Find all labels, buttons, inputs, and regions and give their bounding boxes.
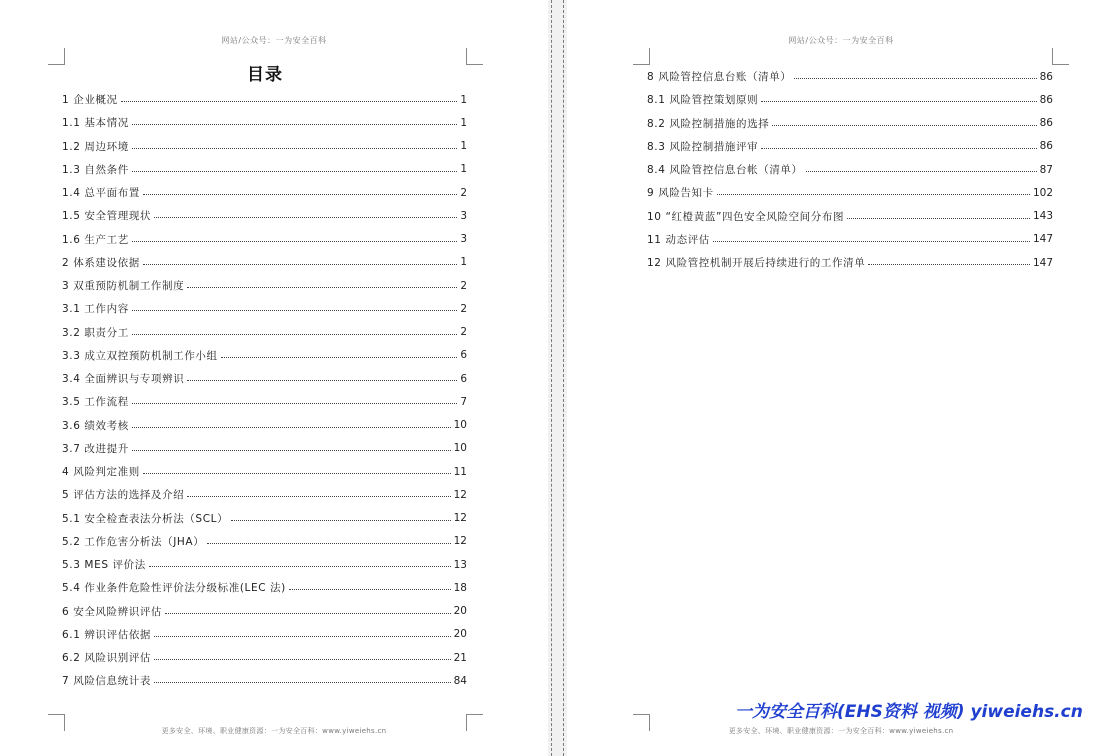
dot-leader [132, 324, 457, 335]
dot-leader [713, 231, 1030, 242]
toc-entry-page: 12 [453, 512, 467, 525]
toc-entry[interactable] [62, 530, 467, 553]
dot-leader [868, 254, 1030, 265]
toc-entry[interactable] [62, 669, 467, 692]
dot-leader [231, 510, 450, 521]
toc-entry-page: 21 [453, 651, 467, 664]
page-footer: 更多安全、环境、职业健康资源：一为安全百科：www.yiweiehs.cn [728, 727, 954, 735]
toc-entry-label: 5.1 安全检查表法分析法（SCL） [62, 512, 229, 525]
dot-leader [132, 161, 457, 172]
toc-entry-label: 3.3 成立双控预防机制工作小组 [62, 349, 218, 362]
toc-entry-page: 1 [460, 93, 467, 106]
toc-entry[interactable] [62, 344, 467, 367]
crop-mark-top-left [633, 48, 650, 65]
toc-entry-label: 1.1 基本情况 [62, 117, 129, 130]
toc-entry[interactable] [62, 460, 467, 483]
toc-entry-label: 2 体系建设依据 [62, 256, 140, 269]
toc-entry[interactable] [62, 414, 467, 437]
toc-entry[interactable] [62, 600, 467, 623]
toc-entry-page: 147 [1032, 256, 1053, 269]
toc-entry-page: 3 [460, 209, 467, 222]
dot-leader [132, 417, 451, 428]
dot-leader [847, 208, 1030, 219]
dot-leader [143, 254, 457, 265]
toc-entry-label: 7 风险信息统计表 [62, 675, 151, 688]
toc-entry-label: 8.4 风险管控信息台帐（清单） [647, 164, 803, 177]
toc-entry[interactable] [62, 437, 467, 460]
toc-entry-label: 10 “红橙黄蓝”四色安全风险空间分布图 [647, 210, 845, 223]
dot-leader [132, 300, 457, 311]
toc-entry-page: 1 [460, 256, 467, 269]
dot-leader [289, 579, 451, 590]
toc-entry-label: 5 评估方法的选择及介绍 [62, 489, 185, 502]
toc-entry-label: 5.3 MES 评价法 [62, 559, 146, 572]
dot-leader [149, 556, 451, 567]
toc-entry-label: 8.3 风险控制措施评审 [647, 140, 759, 153]
toc-entry[interactable] [62, 390, 467, 413]
dot-leader [772, 115, 1036, 126]
dot-leader [143, 184, 457, 195]
toc-entry[interactable] [62, 204, 467, 227]
toc-entry[interactable] [62, 321, 467, 344]
toc-entry-page: 2 [460, 302, 467, 315]
toc-entry-page: 147 [1032, 233, 1053, 246]
dot-leader [794, 68, 1036, 79]
dot-leader [143, 463, 451, 474]
dot-leader [154, 649, 451, 660]
toc-entry[interactable] [62, 88, 467, 111]
toc-entry-label: 1.4 总平面布置 [62, 187, 140, 200]
dot-leader [221, 347, 458, 358]
page-gutter [548, 0, 567, 756]
toc-entry-label: 6.2 风险识别评估 [62, 652, 152, 665]
dot-leader [187, 486, 450, 497]
toc-entry[interactable] [647, 158, 1053, 181]
toc-entry[interactable] [647, 251, 1053, 274]
toc-entry-page: 13 [453, 558, 467, 571]
toc-entry[interactable] [647, 181, 1053, 204]
toc-entry[interactable] [62, 483, 467, 506]
dot-leader [207, 533, 450, 544]
toc-entry-page: 6 [460, 372, 467, 385]
toc-entry-label: 8.2 风险控制措施的选择 [647, 117, 770, 130]
toc-entry[interactable] [647, 228, 1053, 251]
toc-entry-label: 5.4 作业条件危险性评价法分级标准(LEC 法) [62, 582, 286, 595]
toc-entry-label: 8.1 风险管控策划原则 [647, 94, 759, 107]
toc-entry-page: 7 [460, 395, 467, 408]
toc-entry-label: 1.6 生产工艺 [62, 233, 129, 246]
toc-entry-label: 3.2 职责分工 [62, 326, 129, 339]
toc-entry-page: 12 [453, 535, 467, 548]
dot-leader [154, 626, 451, 637]
toc-entry-page: 10 [453, 442, 467, 455]
crop-mark-top-right [1052, 48, 1069, 65]
toc-entry-page: 102 [1032, 186, 1053, 199]
toc-entry-page: 1 [460, 163, 467, 176]
toc-entry[interactable] [647, 65, 1053, 88]
page-break-line [551, 0, 552, 756]
toc-entry[interactable] [647, 205, 1053, 228]
toc-entry-label: 4 风险判定准则 [62, 466, 140, 479]
toc-entry-page: 2 [460, 279, 467, 292]
toc-entry-label: 6.1 辨识评估依据 [62, 628, 152, 641]
watermark-text: 一为安全百科(EHS资料 视频) yiweiehs.cn [735, 702, 1083, 722]
toc-entry[interactable] [62, 297, 467, 320]
toc-title: 目录 [247, 65, 283, 85]
toc-entry-label: 3 双重预防机制工作制度 [62, 280, 185, 293]
toc-entry-page: 11 [453, 465, 467, 478]
toc-entry-label: 5.2 工作危害分析法（JHA） [62, 535, 205, 548]
toc-entry-page: 6 [460, 349, 467, 362]
toc-entry-label: 11 动态评估 [647, 233, 710, 246]
toc-entry-page: 86 [1039, 140, 1053, 153]
toc-entry-label: 3.5 工作流程 [62, 396, 129, 409]
dot-leader [132, 138, 457, 149]
toc-entry-label: 1.5 安全管理现状 [62, 210, 152, 223]
toc-entry[interactable] [62, 553, 467, 576]
toc-entry-label: 3.7 改进提升 [62, 442, 129, 455]
toc-entry[interactable] [62, 274, 467, 297]
toc-entry-label: 1.2 周边环境 [62, 140, 129, 153]
dot-leader [806, 161, 1037, 172]
toc-entry[interactable] [62, 135, 467, 158]
page-header: 网站/公众号：一为安全百科 [221, 36, 327, 45]
dot-leader [154, 207, 457, 218]
toc-entry-label: 6 安全风险辨识评估 [62, 605, 163, 618]
dot-leader [187, 277, 457, 288]
toc-entry-page: 1 [460, 116, 467, 129]
toc-entry[interactable] [62, 228, 467, 251]
toc-entry-label: 3.1 工作内容 [62, 303, 129, 316]
dot-leader [132, 393, 457, 404]
dot-leader [187, 370, 457, 381]
dot-leader [121, 91, 458, 102]
dot-leader [132, 440, 451, 451]
toc-entry-page: 86 [1039, 93, 1053, 106]
dot-leader [154, 672, 451, 683]
page-right [567, 0, 1115, 756]
toc-entry-page: 2 [460, 186, 467, 199]
toc-entry[interactable] [647, 135, 1053, 158]
toc-entry[interactable] [62, 507, 467, 530]
toc-entry-page: 143 [1032, 210, 1053, 223]
dot-leader [165, 603, 451, 614]
toc-entry-page: 12 [453, 488, 467, 501]
toc-entry[interactable] [62, 251, 467, 274]
toc-entry-label: 3.6 绩效考核 [62, 419, 129, 432]
page-break-line [563, 0, 564, 756]
toc-entry-page: 10 [453, 419, 467, 432]
toc-entry-label: 9 风险告知卡 [647, 187, 714, 200]
toc-entry[interactable] [62, 181, 467, 204]
toc-entry-page: 87 [1039, 163, 1053, 176]
dot-leader [132, 231, 457, 242]
toc-entry-label: 1 企业概况 [62, 94, 118, 107]
toc-entry-page: 20 [453, 605, 467, 618]
toc-entry[interactable] [62, 111, 467, 134]
dot-leader [717, 184, 1030, 195]
toc-entry-page: 86 [1039, 70, 1053, 83]
toc-entry[interactable] [62, 646, 467, 669]
toc-entry-label: 3.4 全面辨识与专项辨识 [62, 373, 185, 386]
toc-entry-page: 2 [460, 326, 467, 339]
toc-list-right [647, 65, 1053, 274]
toc-entry-page: 1 [460, 140, 467, 153]
toc-entry[interactable] [647, 88, 1053, 111]
toc-entry-page: 84 [453, 674, 467, 687]
toc-entry-page: 18 [453, 581, 467, 594]
dot-leader [132, 114, 457, 125]
dot-leader [761, 91, 1036, 102]
toc-entry-label: 1.3 自然条件 [62, 163, 129, 176]
toc-entry-page: 3 [460, 233, 467, 246]
toc-entry[interactable] [647, 112, 1053, 135]
toc-entry-page: 86 [1039, 117, 1053, 130]
toc-entry-label: 8 风险管控信息台账（清单） [647, 71, 792, 84]
page-header: 网站/公众号：一为安全百科 [788, 36, 894, 45]
dot-leader [761, 138, 1036, 149]
toc-entry[interactable] [62, 623, 467, 646]
toc-entry[interactable] [62, 576, 467, 599]
toc-entry-page: 20 [453, 628, 467, 641]
toc-entry[interactable] [62, 158, 467, 181]
page-footer: 更多安全、环境、职业健康资源：一为安全百科：www.yiweiehs.cn [161, 727, 387, 735]
toc-entry[interactable] [62, 367, 467, 390]
toc-list-left [62, 88, 467, 693]
toc-entry-label: 12 风险管控机制开展后持续进行的工作清单 [647, 257, 866, 270]
page-left [0, 0, 548, 756]
